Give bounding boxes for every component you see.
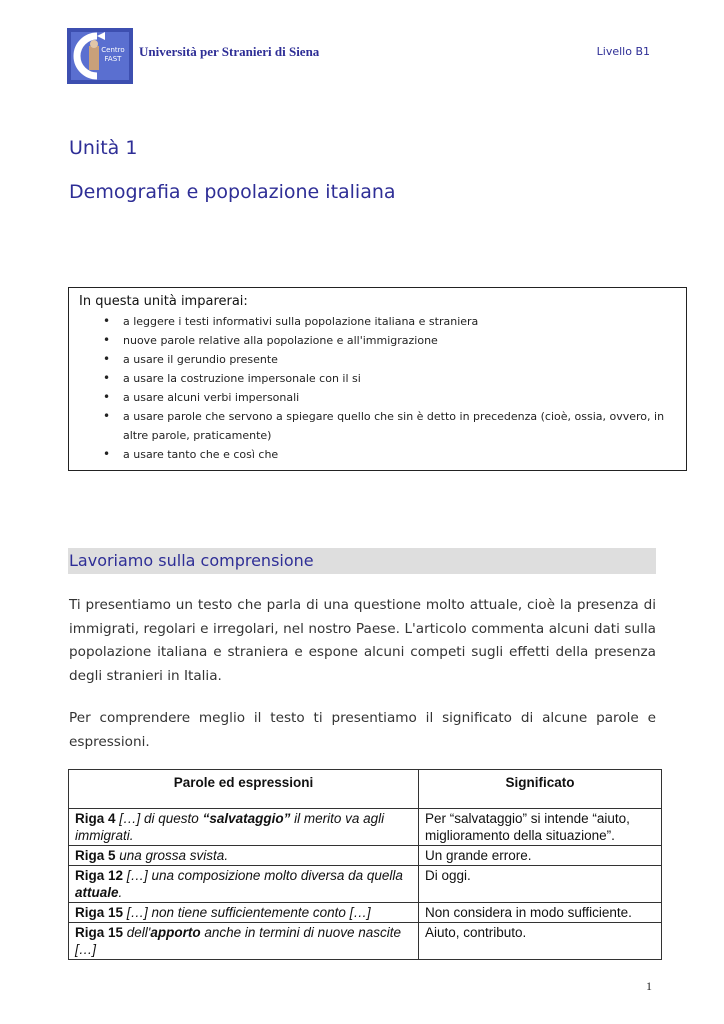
expression-text: […] non tiene sufficientemente conto […]	[123, 905, 371, 920]
objectives-list	[79, 312, 676, 464]
centro-fast-logo	[67, 28, 133, 84]
expression-cell	[69, 809, 419, 846]
expression-text: il merito va agli immigrati.	[75, 811, 385, 843]
expression-cell	[69, 903, 419, 923]
vocabulary-table	[68, 769, 662, 960]
line-ref: Riga 15	[75, 905, 124, 920]
expression-cell	[69, 866, 419, 903]
header-meaning: Significato	[419, 770, 662, 809]
objective-item: • a leggere i testi informativi sulla popolazione italiana e straniera	[123, 312, 676, 331]
key-word: attuale	[75, 885, 119, 900]
table-row	[69, 809, 662, 846]
level-label: Livello B1	[596, 45, 650, 58]
line-ref: Riga 12	[75, 868, 124, 883]
expression-text: […] una composizione molto diversa da quella	[123, 868, 403, 883]
objectives-box	[68, 287, 687, 471]
objective-item: • a usare la costruzione impersonale con il si	[123, 369, 676, 388]
page-number: 1	[646, 979, 652, 993]
key-word: apporto	[150, 925, 201, 940]
expression-cell	[69, 923, 419, 960]
table-row	[69, 866, 662, 903]
meaning-cell: Per “salvataggio” si intende “aiuto, miglioramento della situazione”.	[419, 809, 662, 846]
section-title: Lavoriamo sulla comprensione	[69, 551, 314, 570]
objective-item: • nuove parole relative alla popolazione e all'immigrazione	[123, 331, 676, 350]
unit-title: Unità 1	[69, 137, 138, 159]
expression-text: anche in termini di nuove nascite […]	[75, 925, 401, 957]
meaning-cell: Un grande errore.	[419, 846, 662, 866]
unit-subtitle: Demografia e popolazione italiana	[69, 181, 396, 203]
objective-item: • a usare parole che servono a spiegare quello che sin è detto in precedenza (cioè, ossia, ovvero, in altre parole, praticamente)	[123, 407, 676, 445]
expression-text: dell'	[123, 925, 151, 940]
instruction-paragraph: Per comprendere meglio il testo ti presentiamo il significato di alcune parole e espressioni.	[69, 710, 656, 750]
table-row	[69, 846, 662, 866]
line-ref: Riga 4	[75, 811, 116, 826]
section-header	[68, 548, 656, 574]
objective-item: • a usare tanto che e così che	[123, 445, 676, 464]
key-word: “salvataggio”	[202, 811, 291, 826]
objective-item: • a usare alcuni verbi impersonali	[123, 388, 676, 407]
meaning-cell: Di oggi.	[419, 866, 662, 903]
table-row	[69, 903, 662, 923]
line-ref: Riga 15	[75, 925, 124, 940]
table-header-row	[69, 770, 662, 809]
expression-text: .	[118, 885, 123, 900]
meaning-cell: Non considera in modo sufficiente.	[419, 903, 662, 923]
intro-paragraph: Ti presentiamo un testo che parla di una questione molto attuale, cioè la presenza di immigrati, regolari e irregolari, nel nostro Paese. L'articolo commenta alcuni dati sulla popolazione italiana e straniera e espone alcuni competi sugli effetti della presenza degli stranieri in Italia.	[69, 597, 656, 684]
expression-cell	[69, 846, 419, 866]
expression-text: una grossa svista.	[115, 848, 229, 863]
objective-item: • a usare il gerundio presente	[123, 350, 676, 369]
table-row	[69, 923, 662, 960]
university-name: Università per Stranieri di Siena	[139, 44, 320, 59]
meaning-cell: Aiuto, contributo.	[419, 923, 662, 960]
objectives-heading: In questa unità imparerai:	[79, 294, 248, 309]
line-ref: Riga 5	[75, 848, 116, 863]
svg-text:Centro: Centro	[101, 46, 125, 54]
header-expressions: Parole ed espressioni	[69, 770, 419, 809]
svg-text:FAST: FAST	[104, 55, 122, 63]
expression-text: […] di questo	[115, 811, 203, 826]
